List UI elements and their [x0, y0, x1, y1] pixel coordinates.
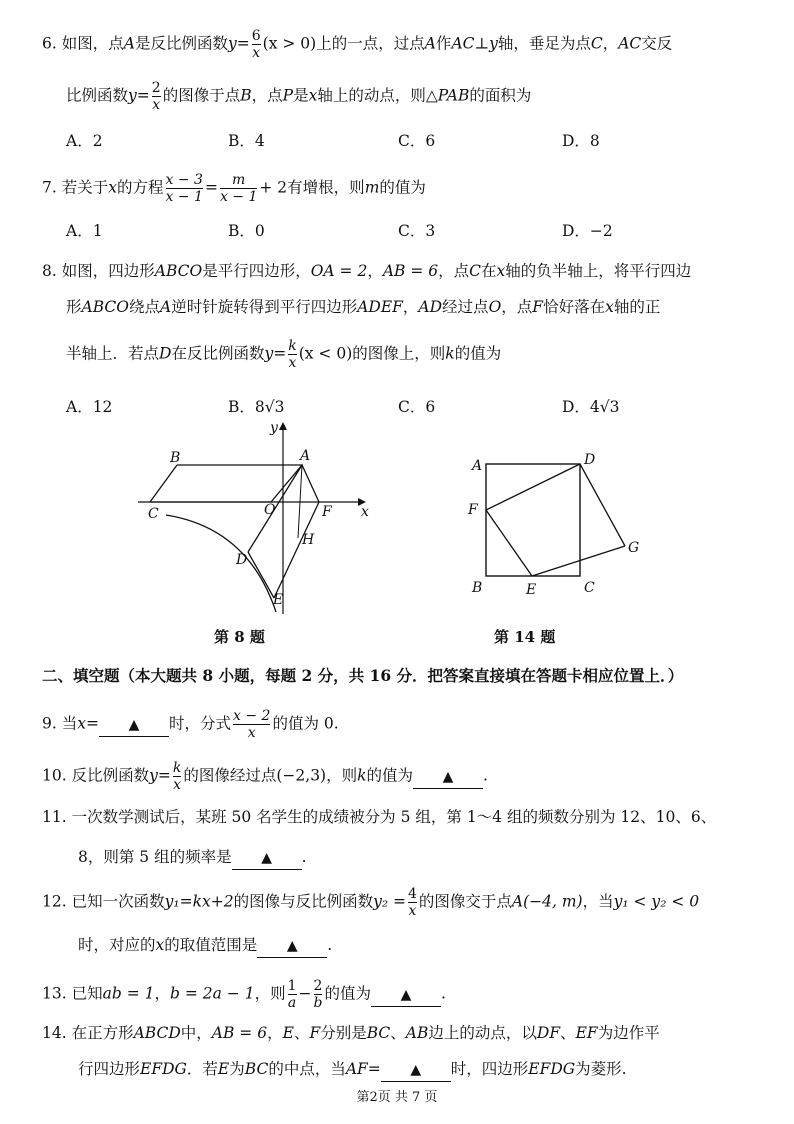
triangle-icon: ▲ [128, 716, 140, 733]
q6-var: PAB [437, 86, 470, 105]
q8-text: 在 [481, 262, 497, 280]
label-f: F [468, 502, 478, 518]
q14-var: AB = 6 [211, 1024, 268, 1042]
q14-text: 分别是 [320, 1024, 367, 1042]
label-c: C [148, 506, 159, 522]
frac-num: 2 [313, 978, 323, 994]
q8-option-b[interactable]: B．8√3 [228, 398, 285, 416]
q8-text: 绕点 [128, 298, 160, 316]
q6-line2 [66, 80, 531, 113]
label-c: C [584, 580, 595, 596]
label-y: y [270, 420, 278, 436]
q6-var: y [128, 86, 137, 105]
q9-text: = [86, 714, 99, 733]
q14-text: ．若 [186, 1060, 218, 1078]
q12-var: x [155, 936, 165, 954]
edge-cb [150, 465, 177, 502]
frac-num: x − 3 [165, 172, 203, 188]
q6-var: C [590, 34, 603, 53]
q14-var: AF= [345, 1060, 381, 1078]
q8-var: AB = 6 [382, 262, 439, 280]
hyperbola-curve [166, 515, 276, 612]
q14-text: 为 [229, 1060, 245, 1078]
q8-text: (x < 0) [298, 344, 353, 363]
q7-option-b[interactable]: B．0 [228, 222, 265, 240]
frac-den: x − 1 [219, 189, 258, 205]
q8-var: A [159, 298, 172, 316]
q6-fraction-2 [152, 80, 161, 113]
q6-text: 上的一点，过点 [316, 34, 425, 53]
q14-text: 、 [560, 1024, 576, 1042]
q13-text: ，则 [254, 984, 286, 1003]
q7-number: 7. [42, 178, 57, 197]
q12-line1 [42, 886, 699, 919]
q13-text: . [441, 984, 446, 1003]
square-abcd [486, 464, 580, 576]
q8-text: 恰好落在 [543, 298, 606, 316]
q8-var: AD [418, 298, 443, 316]
q6-option-b[interactable]: B．4 [228, 132, 265, 150]
q12-var: y₁=kx+2 [164, 892, 234, 911]
frac-num: 1 [287, 978, 297, 994]
label-d: D [584, 452, 596, 468]
q6-text: ， [602, 34, 619, 53]
q14-line2 [78, 1058, 627, 1082]
q14-text: 时，四边形 [450, 1060, 529, 1078]
q14-text: 中， [180, 1024, 212, 1042]
triangle-icon: ▲ [410, 1062, 422, 1078]
q9-text: 时，分式 [169, 714, 232, 733]
q6-option-d[interactable]: D．8 [562, 132, 600, 150]
q12-text: ，当 [582, 892, 614, 911]
q10-text: . [483, 766, 488, 785]
q9-line [42, 708, 339, 741]
q8-text: 半轴上．若点 [66, 344, 160, 363]
q8-text: 如图，四边形 [61, 262, 155, 280]
q12-text: . [327, 936, 333, 954]
label-f: F [322, 504, 332, 520]
frac-num: m [232, 172, 246, 188]
q6-text: 是 [293, 86, 309, 105]
frac-num: 2 [151, 80, 161, 96]
q8-text: 经过点 [442, 298, 489, 316]
segment-eg [532, 546, 625, 576]
q13-line [42, 978, 446, 1011]
q6-var: x [308, 86, 318, 105]
q6-text: 交反 [641, 34, 673, 53]
q11-text: 8，则第 5 组的频率是 [78, 848, 232, 866]
q11-line2 [78, 846, 307, 870]
triangle-icon: ▲ [261, 850, 272, 866]
frac-den: x [252, 45, 261, 61]
y-axis-arrow-icon [279, 422, 287, 430]
q8-fraction [288, 338, 296, 371]
q6-var: A [123, 34, 135, 53]
label-a: A [472, 458, 483, 474]
label-x: x [361, 504, 369, 520]
q6-number: 6. [42, 34, 57, 53]
q6-text: (x > 0) [262, 34, 317, 53]
q6-text: = [136, 86, 150, 105]
q14-answer-blank[interactable] [381, 1058, 451, 1082]
q14-var: DF [536, 1024, 561, 1042]
q13-var: b = 2a − 1 [170, 984, 255, 1003]
frac-num: x − 2 [233, 708, 271, 724]
frac-den: a [287, 995, 297, 1011]
q8-var: ABCO [154, 262, 203, 280]
q14-text: 在正方形 [71, 1024, 134, 1042]
figure-q14-diagram [460, 450, 660, 600]
q6-var: P [282, 86, 294, 105]
q9-var: x [77, 714, 86, 733]
section-heading: 二、填空题（本大题共 8 小题，每题 2 分，共 16 分．把答案直接填在答题卡相应位置上．） [42, 666, 684, 685]
q14-text: 边上的动点，以 [428, 1024, 537, 1042]
q6-var: y [227, 34, 237, 53]
q8-text: ， [367, 262, 383, 280]
q6-text: 如图，点 [61, 34, 124, 53]
q7-text: = [204, 178, 218, 197]
q12-var: y₂ = [373, 892, 406, 911]
q8-text: = [273, 344, 287, 363]
label-o: O [264, 502, 276, 518]
q10-text: (−2,3) [276, 766, 327, 785]
label-g: G [628, 540, 640, 556]
q8-var: x [496, 262, 506, 280]
q10-line [42, 760, 488, 793]
q8-text: 轴的负半轴上，将平行四边 [505, 262, 692, 280]
q6-option-c[interactable]: C．6 [398, 132, 436, 150]
q9-text: 的值为 0. [272, 714, 339, 733]
q6-text: ，点 [251, 86, 283, 105]
label-b: B [472, 580, 483, 596]
q8-text: 的值为 [454, 344, 502, 363]
q13-text: 的值为 [324, 984, 371, 1003]
q9-text: 当 [61, 714, 78, 733]
edge-af [302, 465, 319, 502]
q7-line1 [42, 172, 426, 205]
label-e: E [273, 592, 284, 608]
q9-fraction [233, 708, 270, 741]
q14-text: 、 [390, 1024, 406, 1042]
q7-option-d[interactable]: D．−2 [562, 222, 613, 240]
label-d: D [236, 552, 248, 568]
frac-num: k [172, 760, 182, 776]
frac-den: x − 1 [165, 189, 203, 205]
q11-text: 一次数学测试后，某班 50 名学生的成绩被分为 5 组，第 1～4 组的频数分别为 12、10、6、 [71, 808, 717, 826]
q7-text: 若关于 [61, 178, 109, 197]
q6-var: AC⊥y [451, 34, 498, 53]
edge-de [248, 552, 274, 598]
triangle-icon: ▲ [400, 986, 412, 1003]
q8-option-d[interactable]: D．4√3 [562, 398, 620, 416]
q8-text: ，点 [438, 262, 470, 280]
q8-line3 [66, 338, 501, 371]
q14-var: AB [405, 1024, 429, 1042]
q12-text: 时，对应的 [78, 936, 156, 954]
q14-var: E [282, 1024, 294, 1042]
segment-fe [486, 510, 532, 576]
frac-den: x [288, 355, 297, 371]
q14-var: EF [575, 1024, 598, 1042]
q11-text: . [301, 848, 307, 866]
frac-den: x [233, 724, 270, 741]
q11-number: 11. [42, 808, 67, 826]
frac-num: 4 [407, 886, 417, 902]
q14-var: EFDG [140, 1060, 187, 1078]
q12-fraction [408, 886, 417, 919]
frac-den: x [408, 903, 417, 919]
q14-var: E [217, 1060, 230, 1078]
q6-line1 [42, 28, 672, 61]
q7-var: m [364, 178, 380, 197]
label-e: E [526, 582, 537, 598]
q7-fraction-2 [220, 172, 257, 205]
q14-var: ABCD [133, 1024, 181, 1042]
q8-var: x [605, 298, 614, 316]
figure-q8-caption: 第 8 题 [214, 628, 265, 646]
q10-text: 的图像经过点 [183, 766, 277, 785]
q14-var: BC [366, 1024, 391, 1042]
q8-option-a[interactable]: A．12 [66, 398, 113, 416]
q14-var: BC [244, 1060, 269, 1078]
frac-num: k [288, 338, 297, 354]
q8-text: 的图像上，则 [352, 344, 446, 363]
q7-option-a[interactable]: A．1 [66, 222, 103, 240]
q6-var: AC [618, 34, 642, 53]
q12-answer-blank[interactable] [257, 934, 327, 958]
q8-option-c[interactable]: C．6 [398, 398, 436, 416]
q13-text: ， [154, 984, 170, 1003]
q8-text: ， [402, 298, 419, 316]
label-b: B [170, 450, 181, 466]
q14-var: EFDG [528, 1060, 576, 1078]
q12-text: 的取值范围是 [164, 936, 258, 954]
q6-var: A [424, 34, 436, 53]
q8-line1 [42, 260, 691, 282]
q12-var: y₁ < y₂ < 0 [613, 892, 700, 911]
q14-text: 为边作平 [597, 1024, 660, 1042]
q14-text: 为菱形. [575, 1060, 627, 1078]
q12-text: 的图像交于点 [418, 892, 512, 911]
q13-text: 已知 [71, 984, 103, 1003]
q10-var: y [149, 766, 158, 785]
frac-den: b [313, 995, 323, 1011]
q8-text: 在反比例函数 [171, 344, 265, 363]
q6-text: 作 [435, 34, 452, 53]
q10-text: ，则 [326, 766, 358, 785]
q13-answer-blank[interactable] [371, 983, 441, 1007]
q10-fraction [173, 760, 181, 793]
q6-option-a[interactable]: A．2 [66, 132, 103, 150]
q8-text: 逆时针旋转得到平行四边形 [171, 298, 358, 316]
triangle-icon: ▲ [442, 768, 454, 785]
q10-text: 的值为 [366, 766, 414, 785]
q12-text: 的图像与反比例函数 [233, 892, 374, 911]
q10-text: 反比例函数 [71, 766, 150, 785]
segment-fd [486, 464, 580, 510]
q6-text: 轴上的动点，则△ [317, 86, 438, 105]
q13-fraction-1 [288, 978, 297, 1011]
q14-text: 的中点，当 [268, 1060, 346, 1078]
q6-text: 是反比例函数 [134, 34, 228, 53]
q11-line1 [42, 806, 716, 828]
q14-text: ， [267, 1024, 283, 1042]
q6-text: 比例函数 [66, 86, 129, 105]
q8-var: C [469, 262, 482, 280]
figure-q8-diagram [130, 418, 380, 616]
q14-text: 行四边形 [78, 1060, 141, 1078]
q8-text: 是平行四边形， [202, 262, 311, 280]
q10-var: k [357, 766, 367, 785]
edge-ef [274, 502, 319, 598]
q13-fraction-2 [314, 978, 323, 1011]
q8-var: ABCO [81, 298, 129, 316]
q11-answer-blank[interactable] [232, 846, 302, 870]
q13-var: ab = 1 [102, 984, 155, 1003]
q14-text: 、 [293, 1024, 310, 1042]
q8-text: 形 [66, 298, 82, 316]
triangle-icon: ▲ [286, 938, 298, 954]
label-a: A [300, 448, 311, 464]
q8-var: OA = 2 [310, 262, 368, 280]
q13-text: − [298, 984, 312, 1003]
q8-var: k [445, 344, 455, 363]
q8-var: ADEF [357, 298, 403, 316]
q7-text: 有增根，则 [287, 178, 365, 197]
q7-text: + 2 [259, 178, 288, 197]
q6-text: 轴，垂足为点 [497, 34, 591, 53]
q14-var: F [309, 1024, 321, 1042]
q8-line2 [66, 296, 660, 318]
q8-number: 8. [42, 262, 57, 280]
q7-text: 的值为 [379, 178, 426, 197]
q6-var: B [240, 86, 252, 105]
q14-line1 [42, 1022, 660, 1044]
q14-number: 14. [42, 1024, 67, 1042]
q9-answer-blank[interactable] [99, 713, 169, 737]
q6-text: 的图像于点 [162, 86, 241, 105]
q10-text: = [157, 766, 171, 785]
frac-num: 6 [251, 28, 261, 44]
q8-var: O [488, 298, 502, 316]
q10-number: 10. [42, 766, 67, 785]
q12-line2 [78, 934, 332, 958]
label-h: H [302, 532, 315, 548]
q13-number: 13. [42, 984, 67, 1003]
q7-fraction-1 [166, 172, 203, 205]
q12-var: A(−4, m) [511, 892, 583, 911]
q6-text: 的面积为 [469, 86, 532, 105]
q7-text: 的方程 [117, 178, 164, 197]
q8-var: y [264, 344, 274, 363]
q8-var: D [159, 344, 172, 363]
q6-text: = [236, 34, 250, 53]
q7-option-c[interactable]: C．3 [398, 222, 436, 240]
q7-var: x [108, 178, 117, 197]
q8-var: F [532, 298, 544, 316]
q10-answer-blank[interactable] [413, 765, 483, 789]
q12-text: 已知一次函数 [71, 892, 165, 911]
frac-den: x [152, 97, 161, 113]
q9-number: 9. [42, 714, 57, 733]
frac-den: x [173, 777, 182, 793]
figure-q14-caption: 第 14 题 [494, 628, 556, 646]
page-footer: 第2页 共 7 页 [356, 1090, 438, 1105]
q6-fraction-1 [252, 28, 261, 61]
segment-dg [580, 464, 625, 546]
q12-number: 12. [42, 892, 67, 911]
q8-text: 轴的正 [613, 298, 661, 316]
q8-text: ，点 [501, 298, 533, 316]
